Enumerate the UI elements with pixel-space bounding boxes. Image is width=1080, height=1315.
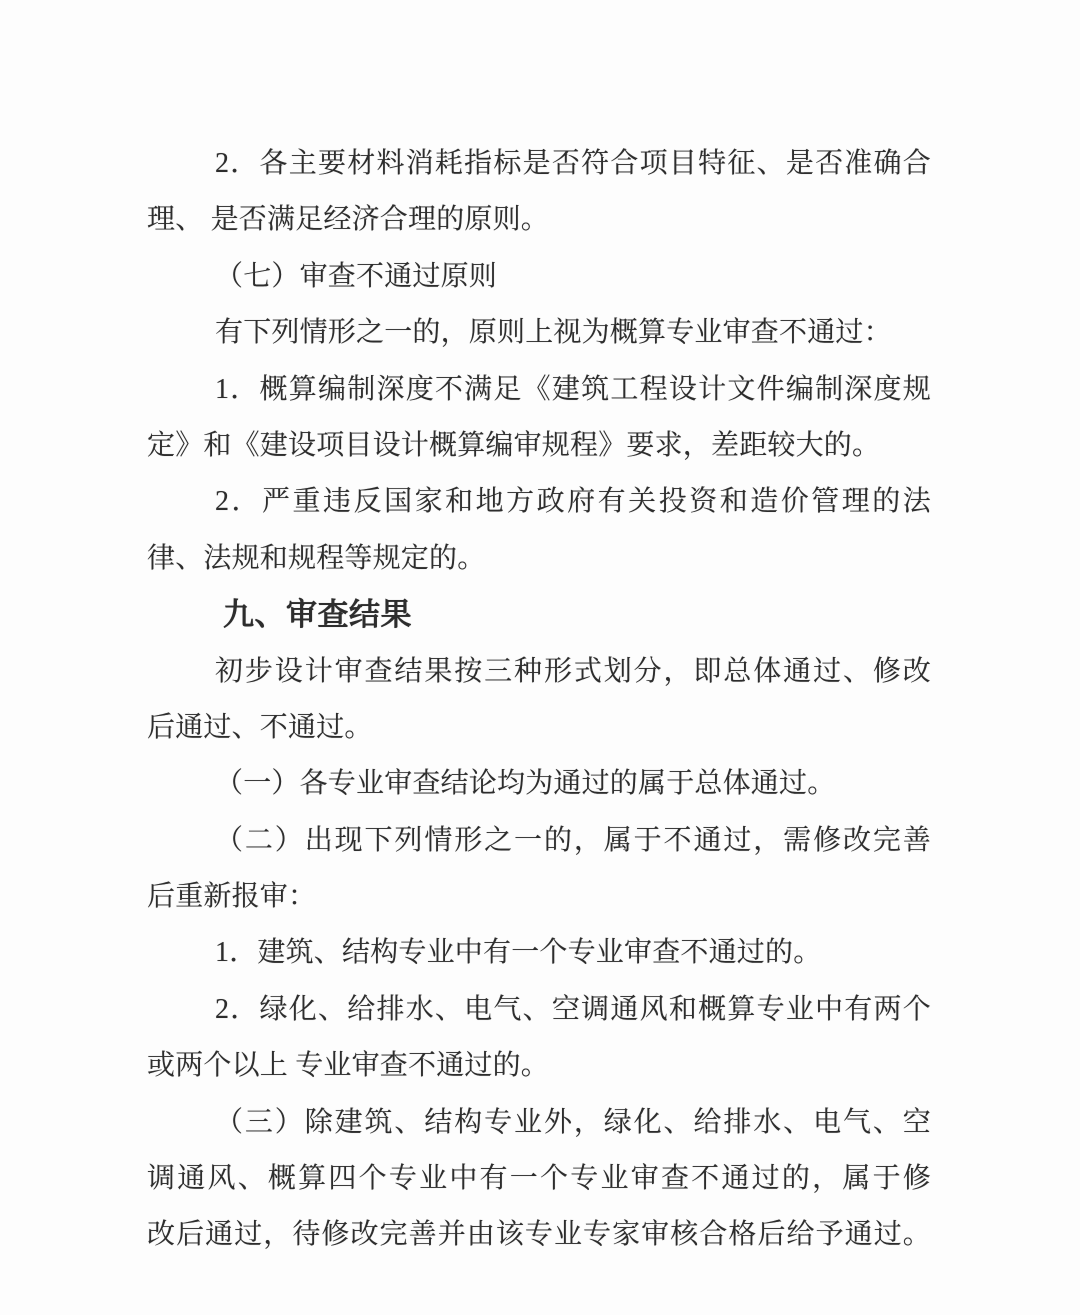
text-line: 2．绿化、给排水、电气、空调通风和概算专业中有两个: [215, 993, 931, 1025]
text-line: 理、 是否满足经济合理的原则。: [147, 204, 550, 236]
text-line: 或两个以上 专业审查不通过的。: [147, 1050, 550, 1082]
text-line: 后通过、不通过。: [147, 711, 373, 743]
text-line: 1．概算编制深度不满足《建筑工程设计文件编制深度规: [215, 373, 931, 405]
text-line: 律、法规和规程等规定的。: [147, 542, 486, 574]
text-line: 2．严重违反国家和地方政府有关投资和造价管理的法: [215, 486, 931, 518]
text-line: 1．建筑、结构专业中有一个专业审查不通过的。: [215, 937, 822, 969]
text-line: 改后通过，待修改完善并由该专业专家审核合格后给予通过。: [147, 1219, 931, 1251]
text-line: 后重新报审：: [147, 881, 317, 913]
text-line: 调通风、概算四个专业中有一个专业审查不通过的，属于修: [147, 1163, 931, 1195]
text-line: （一）各专业审查结论均为通过的属于总体通过。: [215, 768, 836, 800]
section-heading: 九、审查结果: [223, 597, 412, 633]
text-line: 定》和《建设项目设计概算编审规程》要求，差距较大的。: [147, 429, 881, 461]
text-line: 2．各主要材料消耗指标是否符合项目特征、是否准确合: [215, 148, 931, 179]
text-line: （三）除建筑、结构专业外，绿化、给排水、电气、空: [215, 1106, 931, 1138]
text-line: 有下列情形之一的，原则上视为概算专业审查不通过：: [215, 317, 892, 349]
text-line: （七）审查不通过原则: [215, 260, 498, 292]
text-line: （二）出现下列情形之一的，属于不通过，需修改完善: [215, 824, 931, 856]
text-line: 初步设计审查结果按三种形式划分，即总体通过、修改: [215, 655, 931, 687]
